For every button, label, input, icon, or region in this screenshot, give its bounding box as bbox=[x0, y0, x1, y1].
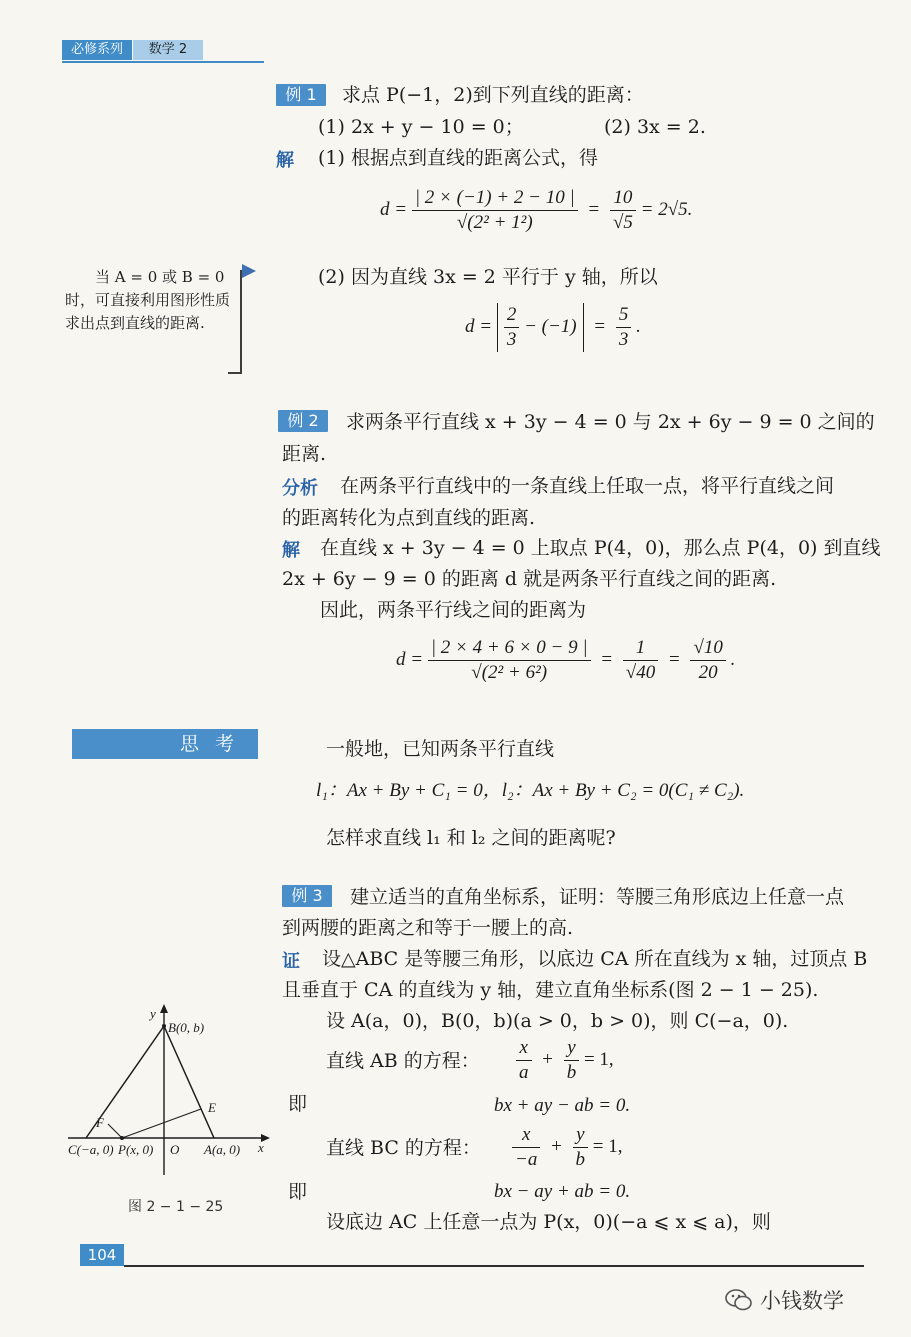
think-heading: 思考 bbox=[72, 729, 258, 759]
eq2-result-denominator: 3 bbox=[618, 329, 629, 350]
fig-point-e: E bbox=[208, 1100, 216, 1115]
example-2-equation bbox=[396, 636, 735, 685]
example-1-prompt: 求点 P(−1，2)到下列直线的距离： bbox=[342, 84, 644, 106]
ab-den-1: a bbox=[519, 1062, 529, 1083]
bc-num-1: x bbox=[512, 1123, 540, 1148]
example-3-proof-2: 且垂直于 CA 的直线为 y 轴，建立直角坐标系(图 2 − 1 − 25). bbox=[282, 979, 819, 1001]
eq2-denominator: 3 bbox=[506, 329, 517, 350]
eq1-denominator: √(2² + 1²) bbox=[456, 212, 533, 233]
note-bracket bbox=[240, 270, 242, 374]
example-1-equation-1 bbox=[380, 186, 692, 235]
think-line-1: 一般地，已知两条平行直线 bbox=[326, 738, 555, 760]
example-3-last-line: 设底边 AC 上任意一点为 P(x，0)(−a ⩽ x ⩽ a)，则 bbox=[326, 1211, 771, 1233]
fig-point-f: F bbox=[96, 1115, 104, 1130]
fig-x-label: x bbox=[258, 1140, 264, 1155]
eq1-fraction bbox=[412, 186, 578, 235]
ex2-eq-lhs: d = bbox=[396, 648, 424, 670]
line-bc-equation bbox=[512, 1123, 623, 1172]
ab-frac-2 bbox=[564, 1036, 580, 1085]
fig-point-p: P(x, 0) bbox=[118, 1142, 154, 1157]
ji-label-1: 即 bbox=[288, 1093, 308, 1115]
proof-label: 证 bbox=[282, 951, 300, 972]
ji-label-2: 即 bbox=[288, 1181, 308, 1203]
bc-plus: + bbox=[551, 1135, 562, 1157]
ab-num-2: y bbox=[564, 1036, 580, 1061]
think-line-3: 怎样求直线 l₁ 和 l₂ 之间的距离呢? bbox=[326, 827, 616, 849]
example-3-proof-3: 设 A(a，0)，B(0，b)(a > 0，b > 0)，则 C(−a，0). bbox=[326, 1010, 789, 1032]
eq1-denominator-2: √5 bbox=[612, 212, 633, 233]
example-1-solution-2: (2) 因为直线 3x = 2 平行于 y 轴，所以 bbox=[318, 266, 658, 288]
example-2-analysis-2: 的距离转化为点到直线的距离. bbox=[282, 507, 536, 529]
eq2-equals: = bbox=[594, 315, 606, 337]
ex2-eq-equals: = bbox=[601, 648, 613, 670]
line-bc-label: 直线 BC 的方程： bbox=[326, 1137, 481, 1159]
note-flag-icon bbox=[242, 264, 256, 278]
eq1-numerator-2: 10 bbox=[610, 186, 636, 211]
example-1-badge: 例 1 bbox=[276, 84, 326, 106]
ex2-eq-fraction-3 bbox=[690, 636, 725, 685]
ex2-eq-end: . bbox=[730, 648, 736, 670]
example-2-solution-1: 在直线 x + 3y − 4 = 0 上取点 P(4，0)，那么点 P(4，0) 到直线 bbox=[320, 537, 881, 559]
eq2-fraction bbox=[504, 303, 520, 352]
example-2-solution-3: 因此，两条平行线之间的距离为 bbox=[320, 599, 587, 621]
bc-den-1: −a bbox=[515, 1149, 538, 1170]
ex2-eq-denominator: √(2² + 6²) bbox=[471, 662, 548, 683]
ex2-eq-fraction-2 bbox=[623, 636, 658, 685]
eq2-tail: − (−1) bbox=[524, 315, 577, 337]
bc-den-2: b bbox=[575, 1149, 586, 1170]
ex2-eq-numerator: | 2 × 4 + 6 × 0 − 9 | bbox=[428, 636, 591, 661]
wechat-icon bbox=[724, 1285, 754, 1315]
ex2-eq-denominator-2: √40 bbox=[625, 662, 656, 683]
fig-point-c: C(−a, 0) bbox=[68, 1142, 114, 1157]
example-1-solution-1: (1) 根据点到直线的距离公式，得 bbox=[318, 147, 598, 169]
watermark: 小钱数学 bbox=[760, 1289, 844, 1313]
bc-rhs: = 1, bbox=[592, 1135, 623, 1157]
eq2-result-numerator: 5 bbox=[616, 303, 632, 328]
ab-rhs: = 1, bbox=[583, 1048, 614, 1070]
bc-num-2: y bbox=[573, 1123, 589, 1148]
example-2-prompt-2: 距离. bbox=[282, 443, 327, 465]
eq1-numerator: | 2 × (−1) + 2 − 10 | bbox=[412, 186, 578, 211]
page-number: 104 bbox=[80, 1244, 124, 1266]
line-ab-label: 直线 AB 的方程： bbox=[326, 1050, 480, 1072]
footer-rule bbox=[124, 1265, 864, 1267]
think-line-2: l₁：Ax + By + C₁ = 0，l₂：Ax + By + C₂ = 0(C₁ ≠ C₂). bbox=[316, 780, 745, 801]
fig-y-label: y bbox=[150, 1006, 156, 1021]
note-bracket-foot bbox=[228, 372, 242, 374]
ex2-eq-fraction bbox=[428, 636, 591, 685]
example-2-solution-2: 2x + 6y − 9 = 0 的距离 d 就是两条平行直线之间的距离. bbox=[282, 568, 777, 590]
series-tab: 必修系列 bbox=[62, 40, 132, 60]
fig-origin: O bbox=[170, 1142, 180, 1157]
figure-caption: 图 2 − 1 − 25 bbox=[128, 1199, 224, 1215]
example-2-analysis-1: 在两条平行直线中的一条直线上任取一点，将平行直线之间 bbox=[340, 475, 835, 497]
bc-frac-2 bbox=[573, 1123, 589, 1172]
example-2-prompt-1: 求两条平行直线 x + 3y − 4 = 0 与 2x + 6y − 9 = 0 之间的 bbox=[346, 411, 875, 433]
example-3-prompt-2: 到两腰的距离之和等于一腰上的高. bbox=[282, 917, 574, 939]
line-ab-standard: bx + ay − ab = 0. bbox=[494, 1095, 631, 1116]
eq2-lhs: d = bbox=[465, 315, 493, 337]
eq1-lhs: d = bbox=[380, 198, 408, 220]
ex2-eq-denominator-3: 20 bbox=[698, 662, 718, 683]
solution-label-2: 解 bbox=[282, 540, 300, 561]
ex2-eq-numerator-3: √10 bbox=[690, 636, 725, 661]
side-note: 当 A = 0 或 B = 0 时，可直接利用图形性质求出点到直线的距离. bbox=[65, 268, 231, 332]
example-1-part-2: (2) 3x = 2. bbox=[604, 116, 706, 138]
eq1-fraction-2 bbox=[610, 186, 636, 235]
example-2-badge: 例 2 bbox=[278, 410, 328, 432]
bc-frac-1 bbox=[512, 1123, 540, 1172]
example-1-part-1: (1) 2x + y − 10 = 0； bbox=[318, 116, 524, 138]
ab-frac-1 bbox=[516, 1036, 532, 1085]
ab-plus: + bbox=[542, 1048, 553, 1070]
fig-point-b: B(0, b) bbox=[168, 1020, 205, 1035]
eq2-result-fraction bbox=[616, 303, 632, 352]
eq1-equals: = bbox=[588, 198, 600, 220]
ab-den-2: b bbox=[566, 1062, 577, 1083]
eq2-numerator: 2 bbox=[504, 303, 520, 328]
example-3-prompt-1: 建立适当的直角坐标系，证明：等腰三角形底边上任意一点 bbox=[350, 886, 845, 908]
fig-point-a: A(a, 0) bbox=[204, 1142, 241, 1157]
line-ab-equation bbox=[516, 1036, 614, 1085]
example-3-proof-1: 设△ABC 是等腰三角形，以底边 CA 所在直线为 x 轴，过顶点 B bbox=[322, 948, 868, 970]
header-rule bbox=[62, 61, 264, 63]
solution-label-1: 解 bbox=[276, 150, 294, 171]
line-bc-standard: bx − ay + ab = 0. bbox=[494, 1181, 631, 1202]
ab-num-1: x bbox=[516, 1036, 532, 1061]
eq2-end: . bbox=[636, 315, 641, 337]
ex2-eq-equals-3: = bbox=[668, 648, 680, 670]
book-tab: 数学 2 bbox=[133, 40, 203, 60]
example-3-badge: 例 3 bbox=[282, 885, 332, 907]
example-1-equation-2 bbox=[465, 303, 641, 352]
analysis-label: 分析 bbox=[282, 478, 318, 499]
eq1-result: = 2√5. bbox=[640, 198, 693, 220]
ex2-eq-numerator-2: 1 bbox=[623, 636, 658, 661]
eq2-absolute bbox=[497, 303, 584, 352]
